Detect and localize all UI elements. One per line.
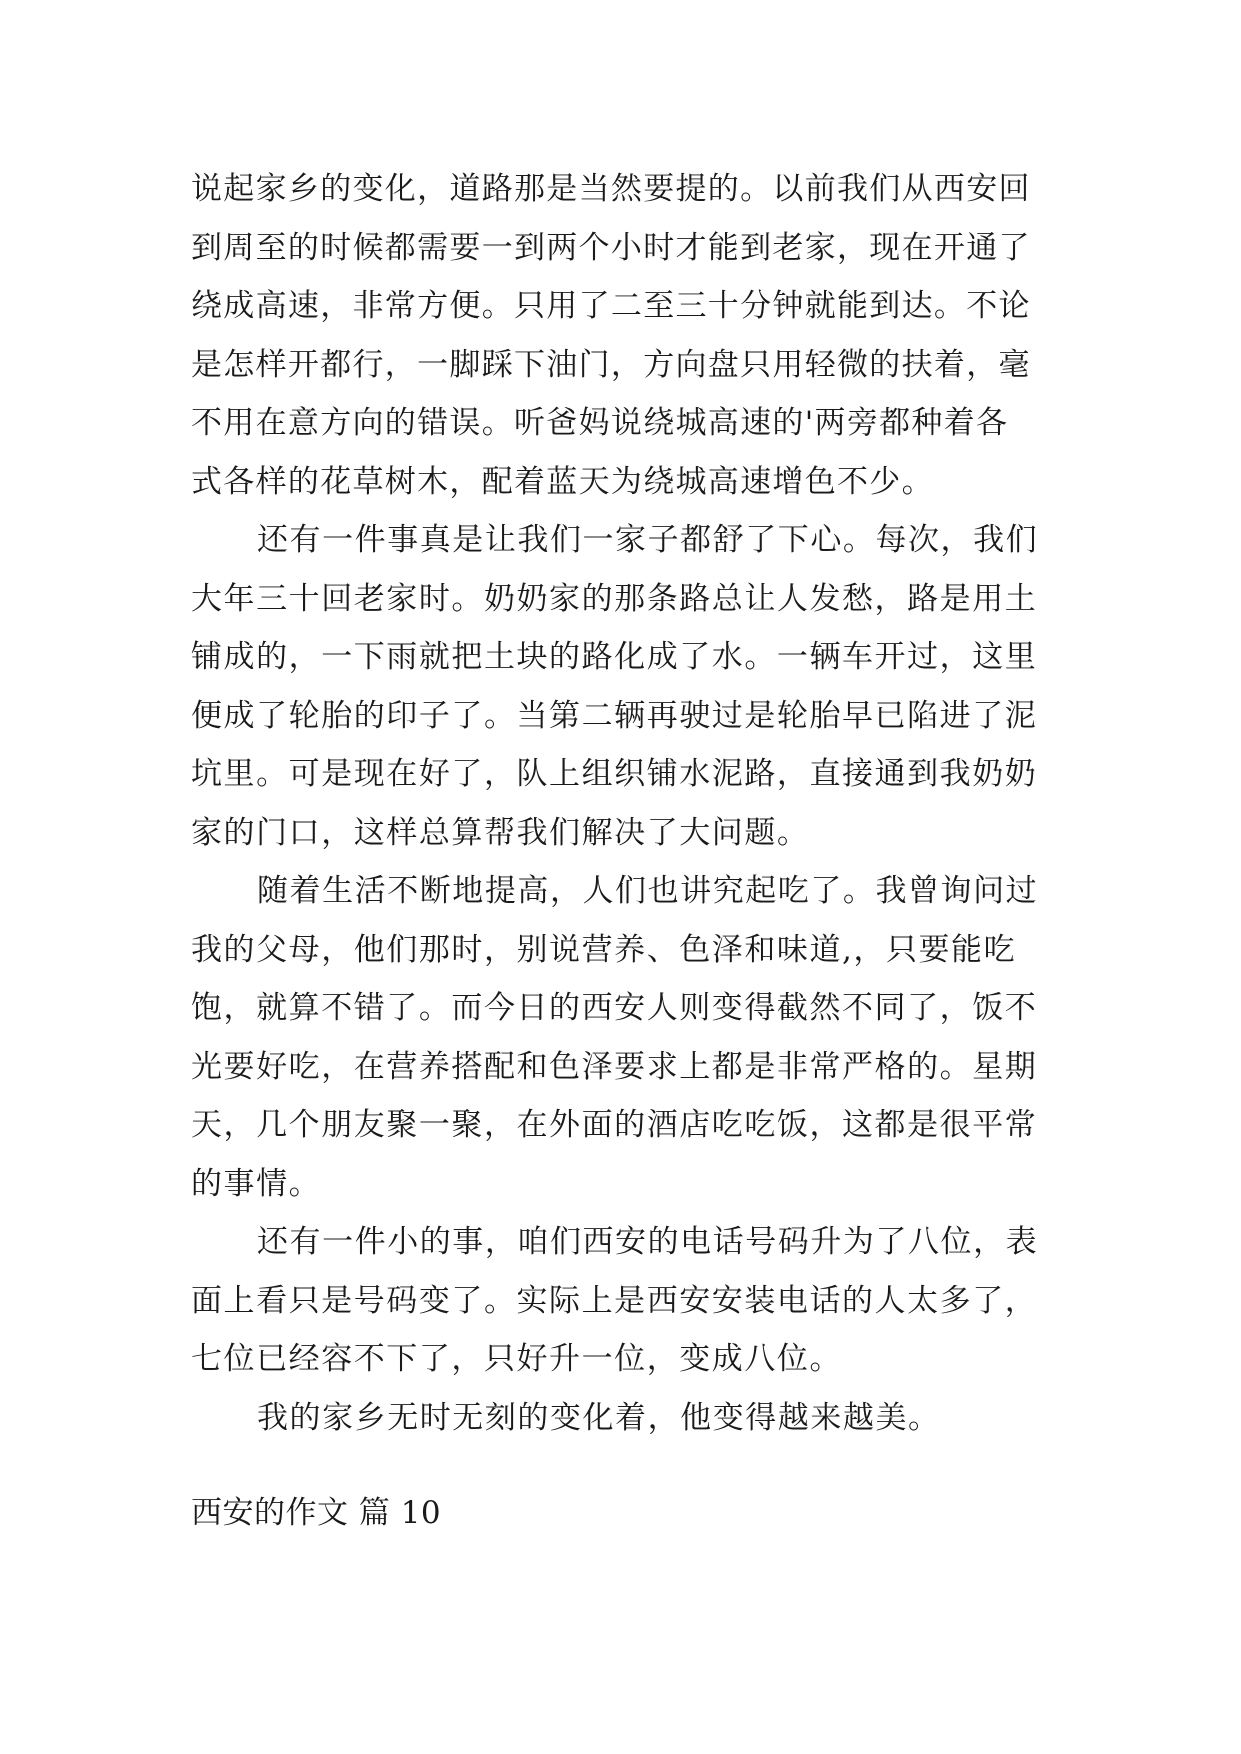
text-line: 绕成高速，非常方便。只用了二至三十分钟就能到达。不论 bbox=[191, 288, 1031, 324]
section-heading: 西安的作文 篇 10 bbox=[191, 1495, 442, 1531]
text-line: 到周至的时候都需要一到两个小时才能到老家，现在开通了 bbox=[191, 229, 1031, 266]
text-line: 随着生活不断地提高，人们也讲究起吃了。我曾询问过 bbox=[257, 873, 1039, 909]
text-line: 坑里。可是现在好了，队上组织铺水泥路，直接通到我奶奶 bbox=[191, 756, 1038, 792]
text-line: 便成了轮胎的印子了。当第二辆再驶过是轮胎早已陷进了泥 bbox=[191, 697, 1038, 734]
text-line: 不用在意方向的错误。听爸妈说绕城高速的'两旁都种着各 bbox=[191, 405, 1009, 441]
paragraph bbox=[191, 160, 1061, 511]
text-line: 我的家乡无时无刻的变化着，他变得越来越美。 bbox=[257, 1399, 941, 1436]
text-line: 饱，就算不错了。而今日的西安人则变得截然不同了，饭不 bbox=[191, 990, 1038, 1026]
text-line: 铺成的，一下雨就把土块的路化成了水。一辆车开过，这里 bbox=[191, 639, 1038, 675]
text-line: 大年三十回老家时。奶奶家的那条路总让人发愁，路是用土 bbox=[191, 580, 1038, 617]
text-line: 我的父母，他们那时，别说营养、色泽和味道,，只要能吃 bbox=[191, 931, 1017, 968]
text-line: 的事情。 bbox=[191, 1165, 322, 1202]
text-line: 面上看只是号码变了。实际上是西安安装电话的人太多了， bbox=[191, 1282, 1038, 1319]
paragraph bbox=[191, 862, 1061, 1213]
text-line: 还有一件小的事，咱们西安的电话号码升为了八位，表 bbox=[257, 1224, 1039, 1260]
text-line: 说起家乡的变化，道路那是当然要提的。以前我们从西安回 bbox=[191, 171, 1031, 207]
paragraph bbox=[191, 1389, 1061, 1448]
text-line: 还有一件事真是让我们一家子都舒了下心。每次，我们 bbox=[257, 522, 1039, 558]
text-line: 式各样的花草树木，配着蓝天为绕城高速增色不少。 bbox=[191, 463, 934, 500]
text-line: 光要好吃，在营养搭配和色泽要求上都是非常严格的。星期 bbox=[191, 1048, 1038, 1085]
text-line: 天，几个朋友聚一聚，在外面的酒店吃吃饭，这都是很平常 bbox=[191, 1107, 1038, 1143]
essay-body bbox=[191, 160, 1061, 1447]
text-line: 家的门口，这样总算帮我们解决了大问题。 bbox=[191, 814, 810, 851]
text-line: 七位已经容不下了，只好升一位，变成八位。 bbox=[191, 1341, 842, 1377]
paragraph bbox=[191, 1213, 1061, 1389]
paragraph bbox=[191, 511, 1061, 862]
text-line: 是怎样开都行，一脚踩下油门，方向盘只用轻微的扶着，毫 bbox=[191, 346, 1031, 383]
